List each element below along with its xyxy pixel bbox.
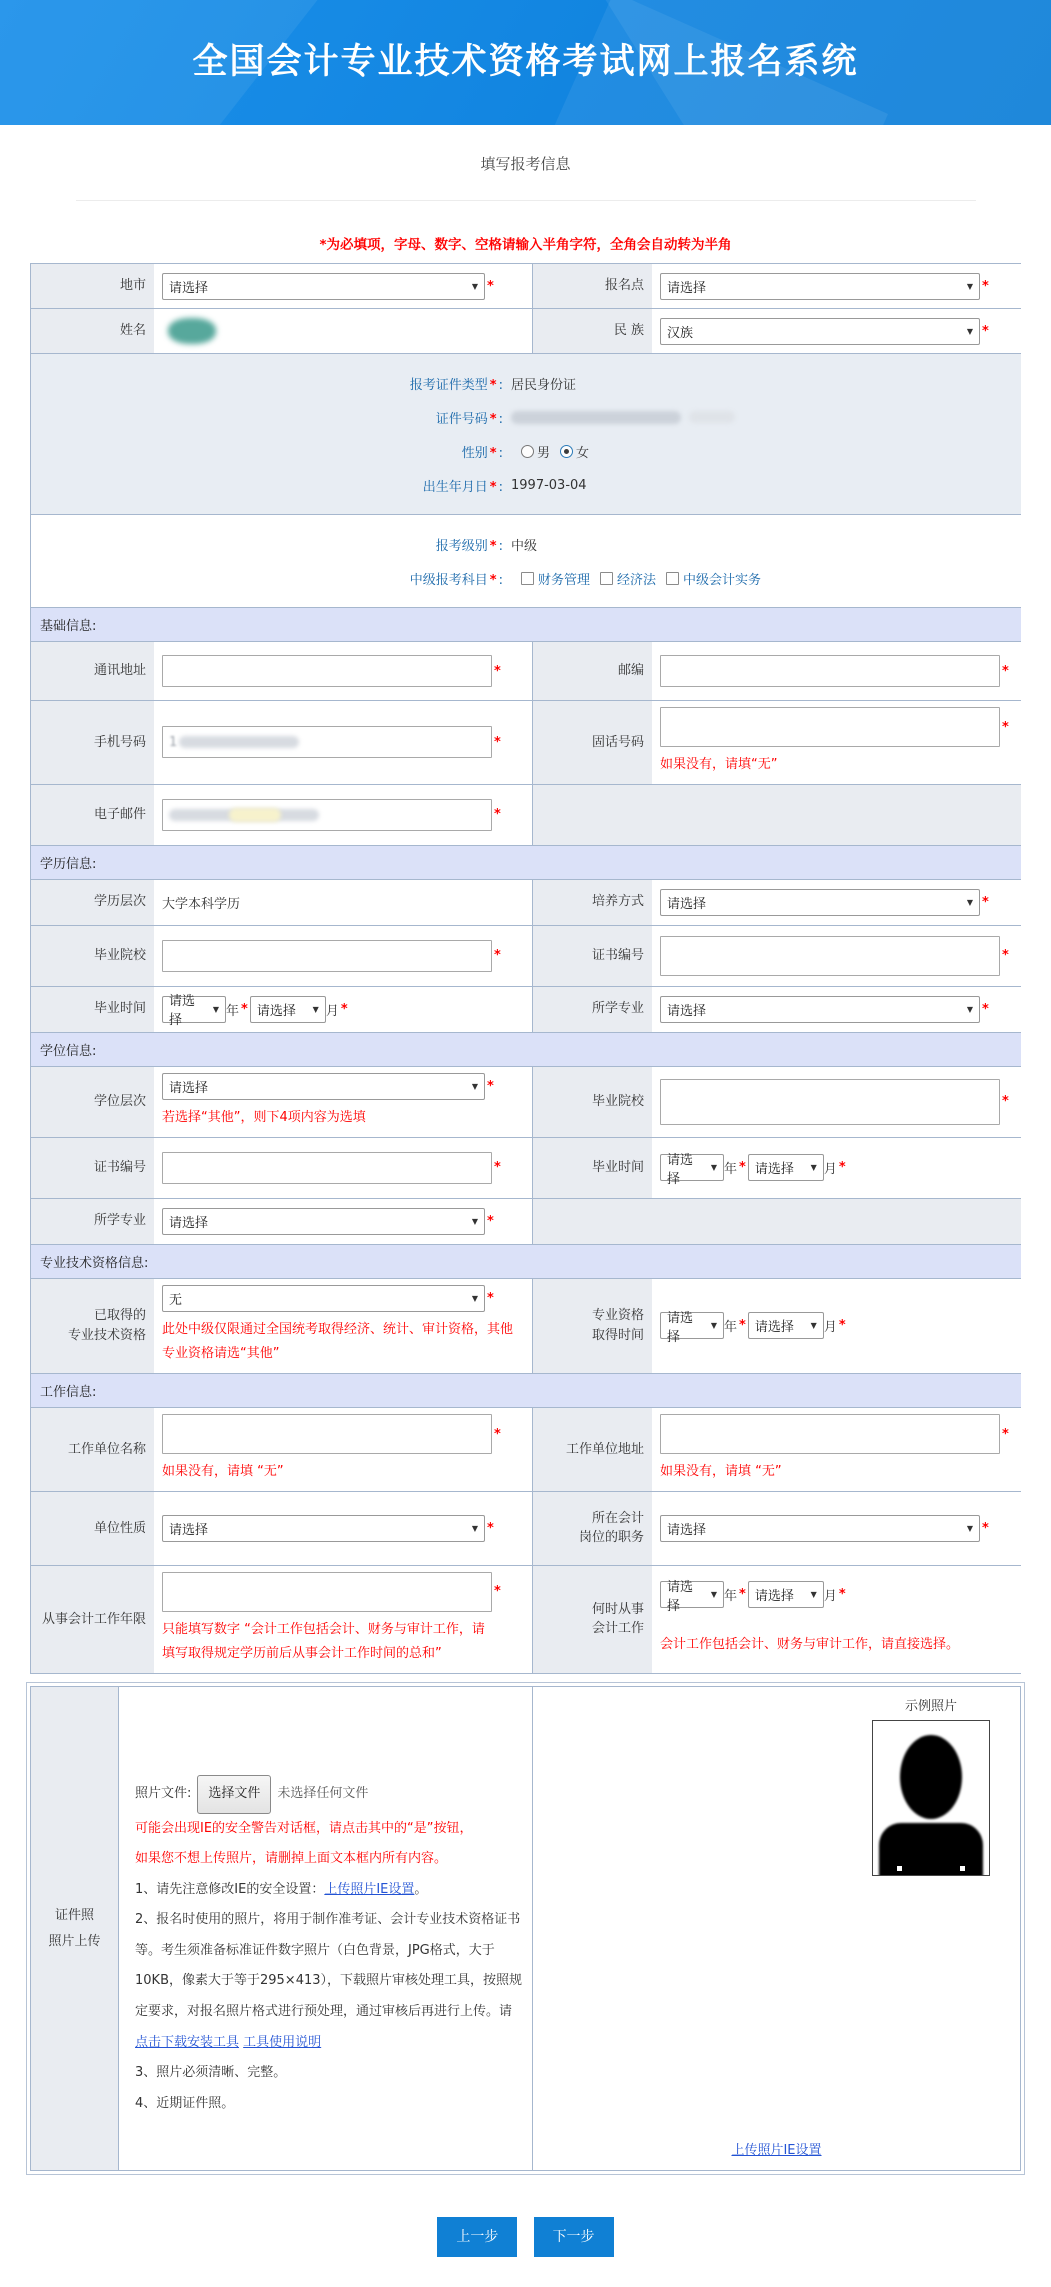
subject-checkbox-caiwuguanli[interactable] xyxy=(521,572,534,585)
qual-owned-select[interactable] xyxy=(162,1285,485,1312)
page-title: 全国会计专业技术资格考试网上报名系统 xyxy=(192,42,859,82)
table-row xyxy=(31,1199,1020,1245)
required-mark: * xyxy=(487,1213,494,1229)
address-label: 通讯地址 xyxy=(93,663,146,679)
section-header-basic: 基础信息: xyxy=(31,608,1020,642)
qual-owned-value: 无 xyxy=(169,1292,183,1308)
birth-label: 出生年月日 * : xyxy=(422,479,503,495)
required-mark: * xyxy=(739,1587,746,1603)
ethnic-select-value: 汉族 xyxy=(667,325,694,341)
edu-school-field-cell xyxy=(154,926,532,986)
degree-certno-label: 证书编号 xyxy=(93,1159,146,1175)
edu-level-field-cell xyxy=(154,880,532,925)
degree-major-label: 所学专业 xyxy=(93,1213,146,1229)
tool-guide-link[interactable]: 工具使用说明 xyxy=(243,2034,322,2050)
table-row xyxy=(31,309,1020,354)
header-banner xyxy=(0,0,1051,125)
site-select[interactable] xyxy=(660,273,980,300)
required-mark: * xyxy=(487,1290,494,1306)
photo-table xyxy=(30,1686,1021,2171)
required-mark: * xyxy=(494,807,501,823)
month-suffix: 月 xyxy=(325,1003,339,1019)
company-addr-label: 工作单位地址 xyxy=(565,1441,644,1457)
mobile-label: 手机号码 xyxy=(93,734,146,750)
empty-label-cell xyxy=(532,785,652,845)
qual-time-label-cell xyxy=(532,1279,652,1373)
section-header-work: 工作信息: xyxy=(31,1374,1020,1408)
degree-level-label-cell xyxy=(31,1067,154,1137)
edu-certno-label: 证书编号 xyxy=(591,947,644,963)
email-input[interactable] xyxy=(162,799,492,831)
year-suffix: 年 xyxy=(724,1320,738,1336)
company-note: 如果没有，请填 “无” xyxy=(162,1464,284,1480)
since-month-select[interactable]: 请选择 ▼ xyxy=(748,1581,824,1608)
since-year-select[interactable]: 请选择 ▼ xyxy=(660,1581,724,1608)
company-label-cell xyxy=(31,1408,154,1491)
required-mark: * xyxy=(487,278,494,294)
edu-time-label-cell xyxy=(31,987,154,1032)
sample-photo-label: 示例照片 xyxy=(904,1699,957,1715)
chevron-down-icon: ▼ xyxy=(710,1590,717,1600)
chevron-down-icon: ▼ xyxy=(810,1321,817,1331)
photo-row-label: 证件照 照片上传 xyxy=(31,1687,119,2170)
degree-time-field-cell xyxy=(652,1138,1021,1198)
company-addr-field-cell xyxy=(652,1408,1021,1491)
qual-owned-label-2: 专业技术资格 xyxy=(67,1327,146,1343)
next-step-button[interactable]: 下一步 xyxy=(534,2217,614,2257)
edu-certno-input[interactable] xyxy=(660,936,1000,976)
identity-info xyxy=(31,354,1021,514)
required-mark: * xyxy=(982,323,989,339)
empty-field-cell xyxy=(652,785,1021,845)
level-block xyxy=(31,515,1020,608)
cert-type-value: 居民身份证 xyxy=(511,377,577,393)
mobile-field-cell xyxy=(154,701,532,784)
chevron-down-icon: ▼ xyxy=(471,1293,478,1303)
site-select-value: 请选择 xyxy=(667,280,707,296)
edu-year-select[interactable]: 请选择 ▼ xyxy=(162,996,226,1023)
required-mark: * xyxy=(489,377,497,393)
required-mark: * xyxy=(982,278,989,294)
ie-settings-link-bottom[interactable]: 上传照片IE设置 xyxy=(731,2143,822,2159)
edu-mode-field-cell xyxy=(652,880,1021,925)
name-label: 姓名 xyxy=(119,323,146,339)
qual-time-label-1: 专业资格 xyxy=(591,1308,644,1324)
section-header-qualification: 专业技术资格信息: xyxy=(31,1245,1020,1279)
level-value: 中级 xyxy=(511,538,538,554)
table-row xyxy=(31,1492,1020,1566)
cert-no-line xyxy=(31,400,1021,434)
qual-owned-label-cell xyxy=(31,1279,154,1373)
email-field-cell xyxy=(154,785,532,845)
chevron-down-icon: ▼ xyxy=(966,1523,973,1533)
address-label-cell xyxy=(31,642,154,700)
identity-info-block xyxy=(31,354,1020,515)
gender-female-radio[interactable] xyxy=(560,445,573,458)
since-note: 会计工作包括会计、财务与审计工作，请直接选择。 xyxy=(660,1637,960,1653)
company-field-cell xyxy=(154,1408,532,1491)
photo-item-3: 3、照片必须清晰、完整。 xyxy=(135,2065,287,2081)
zip-field-cell xyxy=(652,642,1021,700)
chevron-down-icon: ▼ xyxy=(966,281,973,291)
table-row xyxy=(31,926,1020,987)
qual-owned-label-1: 已取得的 xyxy=(93,1308,146,1324)
subjects-label: 中级报考科目 * : xyxy=(409,572,503,588)
table-row xyxy=(31,701,1020,785)
position-field-cell xyxy=(652,1492,1021,1565)
birth-value: 1997-03-04 xyxy=(511,477,587,493)
city-select-value: 请选择 xyxy=(169,280,209,296)
required-mark: * xyxy=(487,1078,494,1094)
photo-sample-cell xyxy=(533,1687,1020,2170)
qual-owned-note: 此处中级仅限通过全国统考取得经济、统计、审计资格，其他专业资格请选“其他” xyxy=(162,1321,514,1362)
table-row xyxy=(31,987,1020,1033)
degree-school-input[interactable] xyxy=(660,1079,1000,1125)
sample-photo-image xyxy=(872,1720,990,1876)
company-addr-input[interactable] xyxy=(660,1414,1000,1454)
required-mark: * xyxy=(494,663,501,679)
gender-female-label: 女 xyxy=(576,445,590,461)
table-row xyxy=(31,1279,1020,1374)
table-row xyxy=(31,642,1020,701)
mobile-redacted-value: 1 xyxy=(169,734,178,750)
name-redacted-value xyxy=(168,318,216,344)
edu-major-field-cell xyxy=(652,987,1021,1032)
chevron-down-icon: ▼ xyxy=(312,1004,319,1014)
tel-input[interactable] xyxy=(660,707,1000,747)
photo-file-label: 照片文件: xyxy=(135,1786,192,1802)
chevron-down-icon: ▼ xyxy=(471,281,478,291)
table-row xyxy=(31,1067,1020,1138)
month-suffix: 月 xyxy=(823,1589,837,1605)
ie-settings-bottom xyxy=(533,2139,1020,2158)
silhouette-torso xyxy=(879,1823,983,1876)
edu-time-label: 毕业时间 xyxy=(93,1001,146,1017)
photo-red-note-2: 如果您不想上传照片，请删掉上面文本框内所有内容。 xyxy=(135,1851,448,1867)
required-warning: *为必填项，字母、数字、空格请输入半角字符，全角会自动转为半角 xyxy=(319,237,732,253)
qual-time-field-cell xyxy=(652,1279,1021,1373)
required-mark: * xyxy=(340,1001,348,1017)
edu-mode-label: 培养方式 xyxy=(591,894,644,910)
gender-male-label: 男 xyxy=(537,445,551,461)
required-mark: * xyxy=(982,1520,989,1536)
city-field-cell xyxy=(154,264,532,308)
company-input[interactable] xyxy=(162,1414,492,1454)
edu-level-value: 大学本科学历 xyxy=(162,896,241,912)
subject-checkbox-jingjifa[interactable] xyxy=(600,572,613,585)
gender-line xyxy=(31,434,1021,468)
required-mark: * xyxy=(838,1318,846,1334)
site-field-cell xyxy=(652,264,1021,308)
month-suffix: 月 xyxy=(823,1162,837,1178)
birth-line xyxy=(31,468,1021,502)
required-mark: * xyxy=(982,894,989,910)
photo-item-2: 2、报名时使用的照片，将用于制作准考证、会计专业技术资格证书等。考生须准备标准证件数字照片（白色背景，JPG格式，大于10KB，像素大于等于295×413），下载照片审核处理工具，按照规定要求，对报名照片格式进行预处理，通过审核后再进行上传。请点击下载安装工具 工具使用说明 xyxy=(135,1912,523,2050)
edu-major-select[interactable]: 请选择 ▼ xyxy=(660,996,980,1023)
required-mark: * xyxy=(494,1160,501,1176)
years-label: 从事会计工作年限 xyxy=(41,1611,146,1627)
since-label-cell xyxy=(532,1566,652,1673)
degree-certno-field-cell xyxy=(154,1138,532,1198)
degree-time-label: 毕业时间 xyxy=(591,1159,644,1175)
table-row xyxy=(31,1138,1020,1199)
zip-label: 邮编 xyxy=(617,663,644,679)
chevron-down-icon: ▼ xyxy=(710,1163,717,1173)
level-info xyxy=(31,515,1021,607)
required-mark: * xyxy=(1002,719,1009,735)
ethnic-label: 民 族 xyxy=(613,323,644,339)
zip-input[interactable] xyxy=(660,655,1000,687)
chevron-down-icon: ▼ xyxy=(471,1081,478,1091)
section-header-education: 学历信息: xyxy=(31,846,1020,880)
ethnic-select[interactable] xyxy=(660,318,980,345)
nature-label-cell xyxy=(31,1492,154,1565)
year-suffix: 年 xyxy=(226,1003,240,1019)
level-line xyxy=(31,527,1021,561)
required-mark: * xyxy=(487,1520,494,1536)
no-file-text: 未选择任何文件 xyxy=(277,1786,369,1802)
company-label: 工作单位名称 xyxy=(67,1441,146,1457)
nature-field-cell xyxy=(154,1492,532,1565)
required-mark: * xyxy=(494,734,501,750)
position-label-cell xyxy=(532,1492,652,1565)
required-mark: * xyxy=(494,948,501,964)
year-suffix: 年 xyxy=(724,1589,738,1605)
address-field-cell xyxy=(154,642,532,700)
email-label-cell xyxy=(31,785,154,845)
degree-certno-input[interactable] xyxy=(162,1152,492,1184)
degree-major-label-cell xyxy=(31,1199,154,1244)
section-header-degree: 学位信息: xyxy=(31,1033,1020,1067)
edu-time-field-cell xyxy=(154,987,532,1032)
city-label: 地市 xyxy=(119,278,146,294)
degree-school-label: 毕业院校 xyxy=(591,1093,644,1109)
required-mark: * xyxy=(1002,948,1009,964)
step-buttons xyxy=(0,2217,1051,2257)
since-label-1: 何时从事 xyxy=(591,1601,644,1617)
step-subtitle: 填写报考信息 xyxy=(480,155,571,173)
table-row xyxy=(31,1408,1020,1492)
chevron-down-icon: ▼ xyxy=(471,1216,478,1226)
choose-file-button[interactable]: 选择文件 xyxy=(197,1775,271,1814)
required-mark: * xyxy=(739,1160,746,1176)
required-mark: * xyxy=(1002,663,1009,679)
address-input[interactable] xyxy=(162,655,492,687)
table-row xyxy=(31,264,1020,309)
degree-level-select[interactable]: 请选择 ▼ xyxy=(162,1073,485,1100)
company-addr-label-cell xyxy=(532,1408,652,1491)
position-label-2: 岗位的职务 xyxy=(578,1530,644,1546)
degree-year-select[interactable]: 请选择 ▼ xyxy=(660,1154,724,1181)
subject-label: 财务管理 xyxy=(538,572,591,588)
email-label: 电子邮件 xyxy=(93,806,146,822)
chevron-down-icon: ▼ xyxy=(966,1004,973,1014)
qual-owned-field-cell xyxy=(154,1279,532,1373)
qual-month-select[interactable]: 请选择 ▼ xyxy=(748,1312,824,1339)
edu-level-label: 学历层次 xyxy=(93,894,146,910)
mobile-input[interactable] xyxy=(162,726,492,758)
degree-month-select[interactable]: 请选择 ▼ xyxy=(748,1154,824,1181)
required-mark: * xyxy=(982,1001,989,1017)
table-row xyxy=(31,880,1020,926)
name-field-cell xyxy=(154,309,532,353)
name-label-cell xyxy=(31,309,154,353)
required-mark: * xyxy=(1002,1426,1009,1442)
empty-label-cell xyxy=(532,1199,652,1244)
required-mark: * xyxy=(838,1160,846,1176)
tel-field-cell xyxy=(652,701,1021,784)
gender-label: 性别 * : xyxy=(461,445,503,461)
subjects-options xyxy=(511,569,761,588)
nature-label: 单位性质 xyxy=(93,1520,146,1536)
required-mark: * xyxy=(489,572,497,588)
chevron-down-icon: ▼ xyxy=(810,1163,817,1173)
edu-month-select[interactable]: 请选择 ▼ xyxy=(250,996,326,1023)
subjects-line xyxy=(31,561,1021,595)
required-mark: * xyxy=(489,479,497,495)
chevron-down-icon: ▼ xyxy=(212,1004,219,1014)
subject-label: 中级会计实务 xyxy=(683,572,762,588)
prev-step-button[interactable]: 上一步 xyxy=(437,2217,517,2257)
subject-label: 经济法 xyxy=(617,572,657,588)
registration-form xyxy=(30,263,1021,1674)
chevron-down-icon: ▼ xyxy=(966,897,973,907)
company-addr-note: 如果没有，请填 “无” xyxy=(660,1464,782,1480)
year-suffix: 年 xyxy=(724,1162,738,1178)
table-row xyxy=(31,785,1020,846)
required-mark: * xyxy=(489,411,497,427)
since-label-2: 会计工作 xyxy=(591,1621,644,1637)
edu-school-input[interactable] xyxy=(162,940,492,972)
photo-item-1: 1、请先注意修改IE的安全设置：上传照片IE设置。 xyxy=(135,1881,428,1897)
ethnic-field-cell xyxy=(652,309,1021,353)
empty-field-cell xyxy=(652,1199,1021,1244)
cert-no-label: 证件号码 * : xyxy=(435,411,503,427)
gender-options xyxy=(511,442,589,461)
degree-level-field-cell xyxy=(154,1067,532,1137)
photo-file-row xyxy=(135,1775,522,1814)
since-field-cell xyxy=(652,1566,1021,1673)
cert-no-redacted-value xyxy=(511,411,735,424)
edu-level-label-cell xyxy=(31,880,154,925)
city-select[interactable] xyxy=(162,273,485,300)
table-row xyxy=(31,1566,1020,1674)
required-mark: * xyxy=(739,1318,746,1334)
chevron-down-icon: ▼ xyxy=(810,1590,817,1600)
degree-level-label: 学位层次 xyxy=(93,1093,146,1109)
mobile-label-cell xyxy=(31,701,154,784)
degree-level-note: 若选择“其他”，则下4项内容为选填 xyxy=(162,1109,366,1125)
edu-mode-select[interactable]: 请选择 ▼ xyxy=(660,889,980,916)
required-mark: * xyxy=(494,1584,501,1600)
photo-red-note-1: 可能会出现IE的安全警告对话框，请点击其中的“是”按钮， xyxy=(135,1820,473,1836)
edu-school-label-cell xyxy=(31,926,154,986)
photo-item-4: 4、近期证件照。 xyxy=(135,2095,235,2111)
month-suffix: 月 xyxy=(823,1320,837,1336)
required-mark: * xyxy=(1002,1094,1009,1110)
degree-school-field-cell xyxy=(652,1067,1021,1137)
subject-checkbox-zhongjikuaijishiwu[interactable] xyxy=(666,572,679,585)
tel-label: 固话号码 xyxy=(591,734,644,750)
degree-major-field-cell xyxy=(154,1199,532,1244)
cert-type-label: 报考证件类型 * : xyxy=(409,377,503,393)
nature-select[interactable]: 请选择 ▼ xyxy=(162,1515,485,1542)
photo-upload-section xyxy=(26,1682,1025,2175)
edu-mode-label-cell xyxy=(532,880,652,925)
degree-major-select[interactable]: 请选择 ▼ xyxy=(162,1208,485,1235)
required-mark: * xyxy=(838,1587,846,1603)
degree-time-label-cell xyxy=(532,1138,652,1198)
photo-instructions xyxy=(119,1687,533,2170)
chevron-down-icon: ▼ xyxy=(471,1523,478,1533)
edu-school-label: 毕业院校 xyxy=(93,947,146,963)
ie-settings-link[interactable]: 上传照片IE设置 xyxy=(324,1881,415,1897)
tel-label-cell xyxy=(532,701,652,784)
edu-major-label-cell xyxy=(532,987,652,1032)
edu-certno-label-cell xyxy=(532,926,652,986)
chevron-down-icon: ▼ xyxy=(966,326,973,336)
tel-note: 如果没有，请填“无” xyxy=(660,757,778,772)
required-mark: * xyxy=(489,538,497,554)
divider xyxy=(76,200,976,201)
degree-school-label-cell xyxy=(532,1067,652,1137)
site-label: 报名点 xyxy=(604,278,644,294)
chevron-down-icon: ▼ xyxy=(710,1321,717,1331)
download-tool-link[interactable]: 点击下载安装工具 xyxy=(135,2034,240,2050)
years-field-cell xyxy=(154,1566,532,1673)
edu-major-label: 所学专业 xyxy=(591,1001,644,1017)
position-label-1: 所在会计 xyxy=(591,1510,644,1526)
city-label-cell xyxy=(31,264,154,308)
ethnic-label-cell xyxy=(532,309,652,353)
sample-photo-wrap xyxy=(872,1695,990,1876)
required-mark: * xyxy=(241,1001,248,1017)
site-label-cell xyxy=(532,264,652,308)
level-label: 报考级别 * : xyxy=(435,538,503,554)
required-mark: * xyxy=(489,445,497,461)
gender-male-radio[interactable] xyxy=(521,445,534,458)
degree-certno-label-cell xyxy=(31,1138,154,1198)
position-select[interactable]: 请选择 ▼ xyxy=(660,1515,980,1542)
silhouette-head xyxy=(900,1735,962,1819)
edu-certno-field-cell xyxy=(652,926,1021,986)
years-label-cell xyxy=(31,1566,154,1673)
qual-time-label-2: 取得时间 xyxy=(591,1327,644,1343)
years-note: 只能填写数字 “会计工作包括会计、财务与审计工作，请 填写取得规定学历前后从事会计工作时间的总和” xyxy=(162,1621,485,1662)
years-input[interactable] xyxy=(162,1572,492,1612)
cert-type-line xyxy=(31,366,1021,400)
zip-label-cell xyxy=(532,642,652,700)
qual-year-select[interactable]: 请选择 ▼ xyxy=(660,1312,724,1339)
required-mark: * xyxy=(494,1426,501,1442)
